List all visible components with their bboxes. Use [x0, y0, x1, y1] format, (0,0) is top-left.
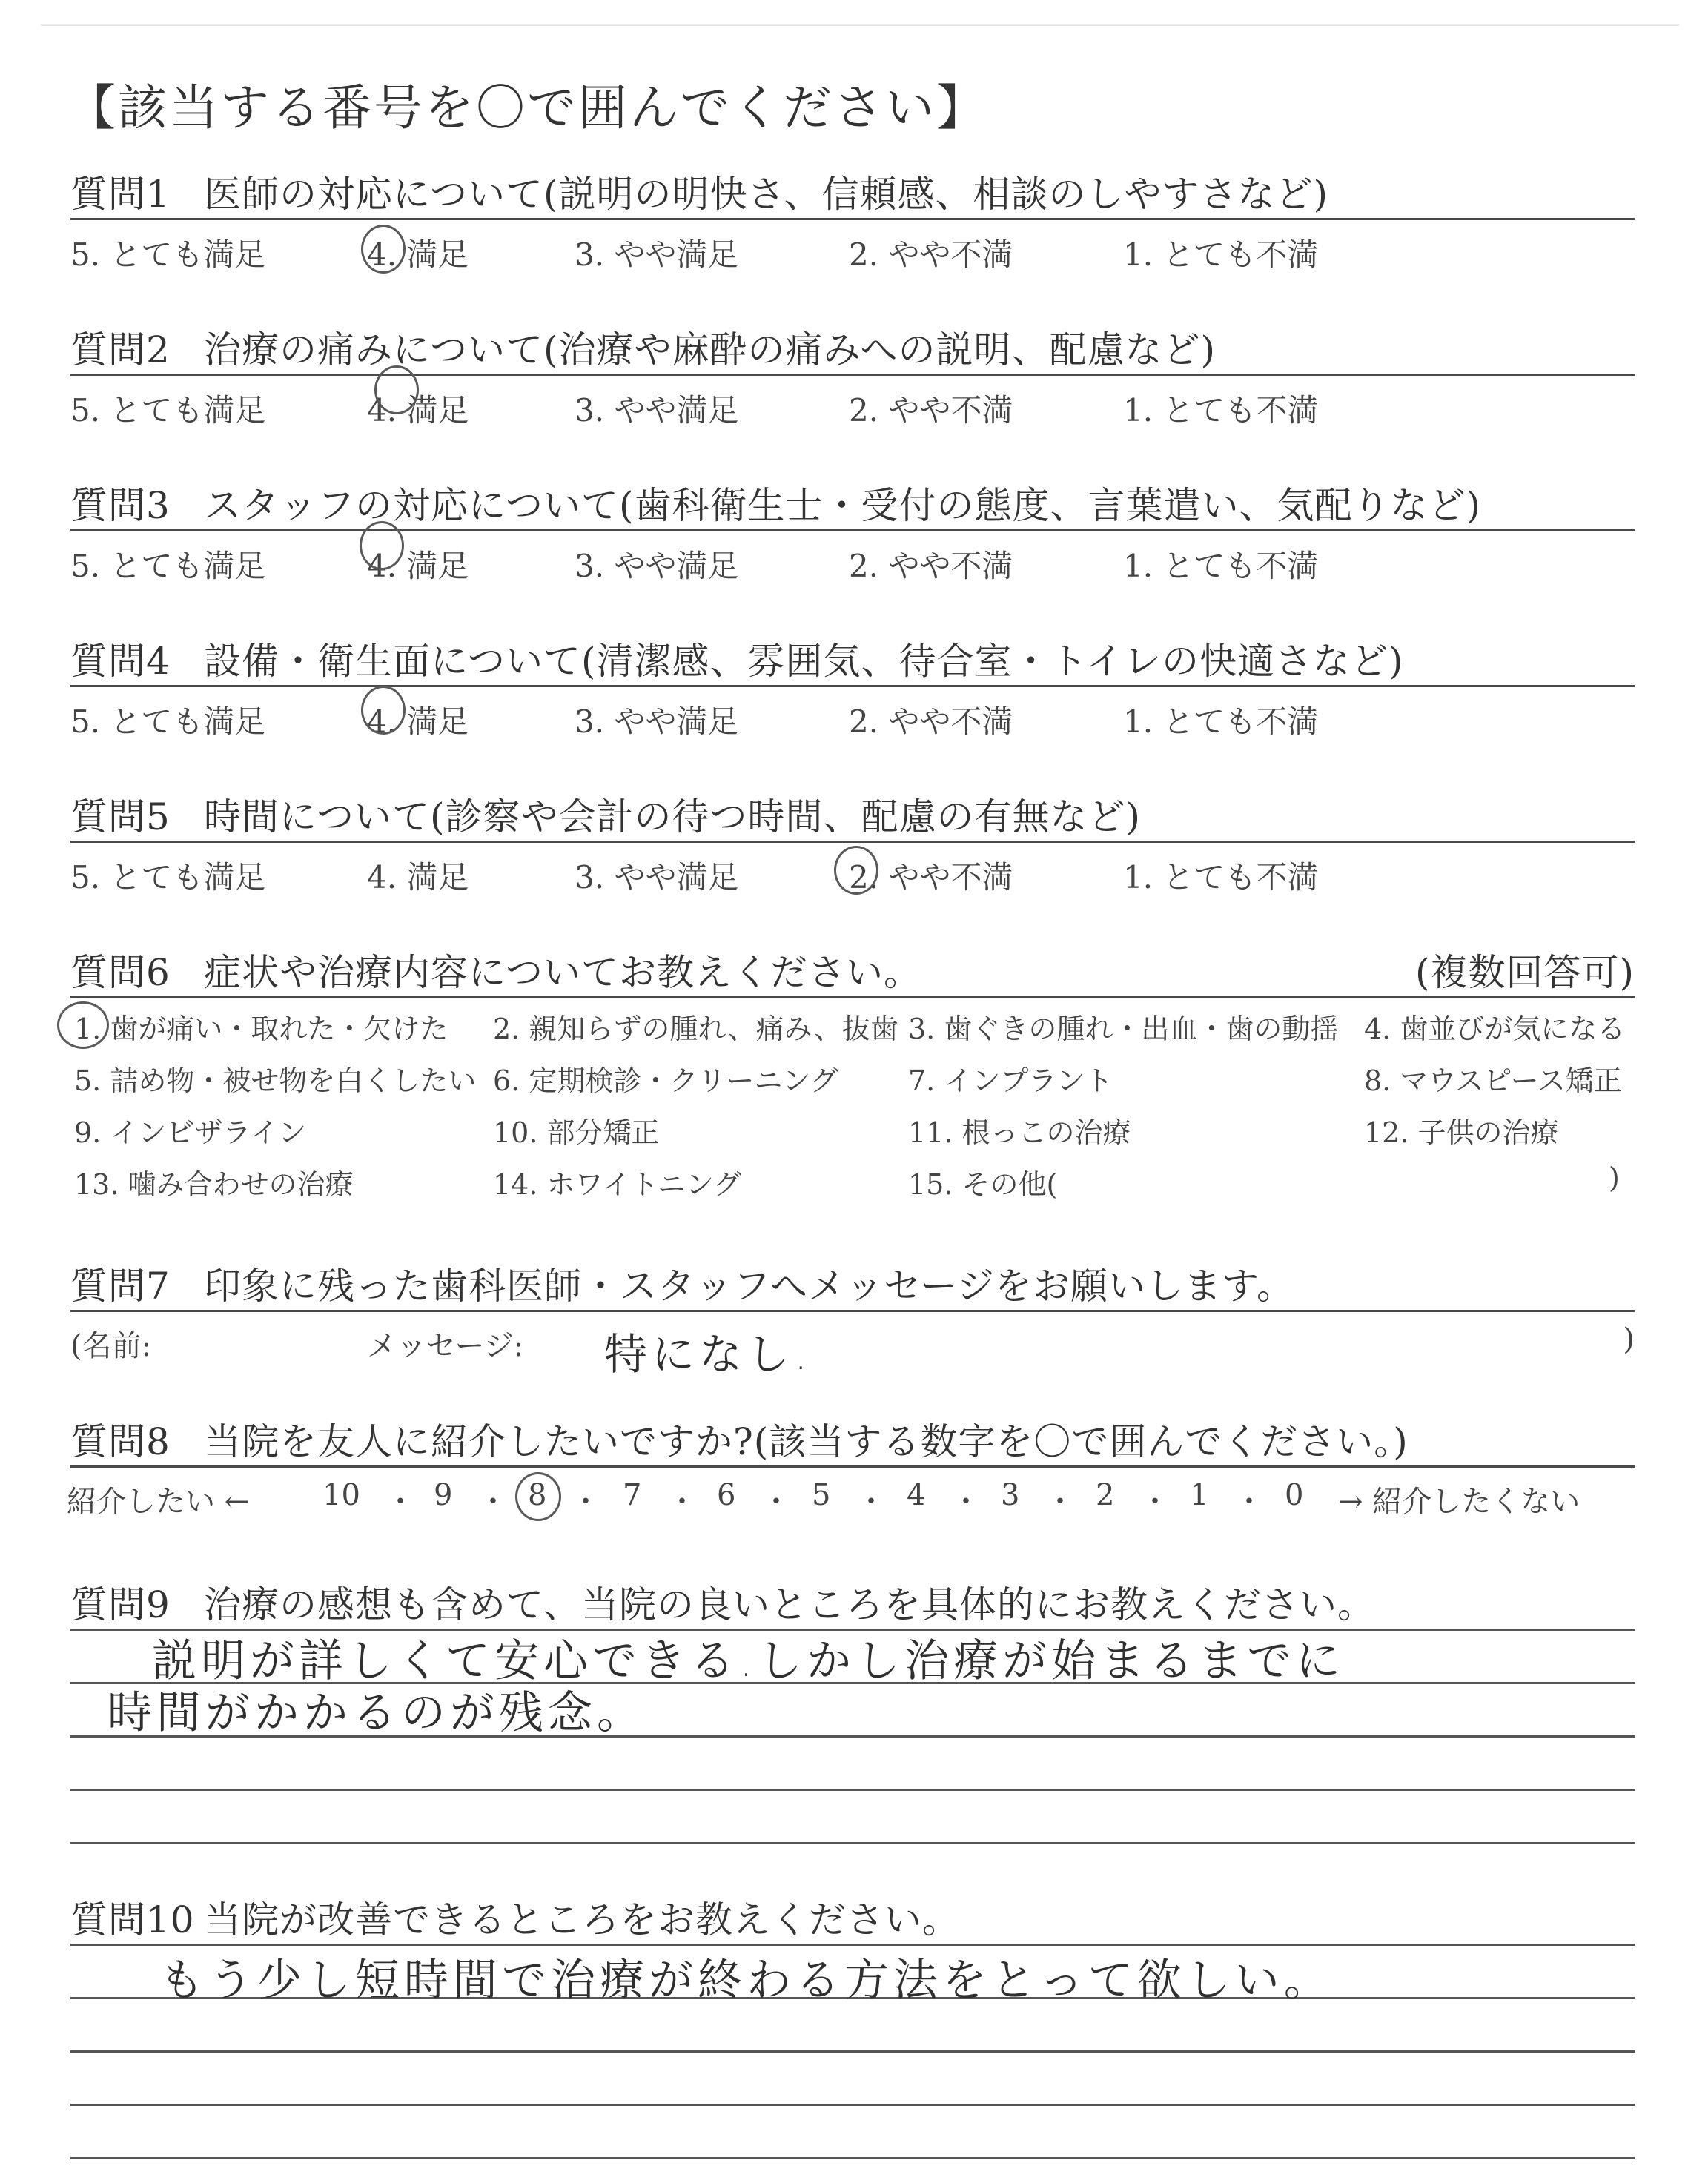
question-10-header [70, 1890, 1635, 1944]
question-5 [70, 787, 1635, 905]
scale-value[interactable]: 0 [1285, 1478, 1304, 1512]
treatment-option[interactable]: 9. インビザライン [74, 1116, 307, 1149]
option-3[interactable]: 3. やや満足 [575, 703, 739, 740]
treatment-option[interactable]: 11. 根っこの治療 [908, 1116, 1131, 1149]
option-5[interactable]: 5. とても満足 [70, 392, 266, 428]
question-5-header [70, 787, 1635, 841]
question-text: 時間について(診察や会計の待つ時間、配慮の有無など) [204, 795, 1142, 838]
message-row [70, 1322, 1635, 1380]
question-4 [70, 632, 1635, 749]
scale-value[interactable]: 5 [812, 1478, 831, 1512]
treatment-option[interactable]: 5. 詰め物・被せ物を白くしたい [74, 1064, 477, 1097]
scale-dot: ・ [667, 1485, 697, 1519]
treatment-option[interactable]: 3. 歯ぐきの腫れ・出血・歯の動揺 [908, 1013, 1339, 1045]
option-3[interactable]: 3. やや満足 [575, 392, 739, 428]
option-4[interactable]: 4. 満足 [367, 703, 469, 740]
header-rule [70, 841, 1635, 843]
scale-dot: ・ [478, 1485, 508, 1519]
referral-scale [67, 1478, 1635, 1523]
scale-value[interactable]: 1 [1190, 1478, 1209, 1512]
question-6 [70, 943, 1635, 1213]
selected-circle-mark [360, 521, 404, 570]
scale-value[interactable]: 7 [623, 1478, 642, 1512]
answer-options [70, 386, 1635, 438]
question-text: 当院を友人に紹介したいですか?(該当する数字を〇で囲んでください。) [204, 1420, 1409, 1463]
header-rule [70, 1465, 1635, 1468]
scale-dot: ・ [571, 1485, 600, 1519]
option-3[interactable]: 3. やや満足 [575, 548, 739, 584]
question-4-header [70, 632, 1635, 685]
question-2-header [70, 320, 1635, 374]
option-5[interactable]: 5. とても満足 [70, 236, 266, 273]
question-number: 質問7 [70, 1265, 171, 1308]
scale-value[interactable]: 10 [322, 1478, 360, 1512]
question-number: 質問9 [70, 1583, 171, 1626]
answer-lines [70, 1629, 1635, 1910]
option-4[interactable]: 4. 満足 [367, 548, 469, 584]
name-label: (名前: [70, 1329, 152, 1363]
option-2[interactable]: 2. やや不満 [849, 859, 1013, 895]
scale-value[interactable]: 2 [1096, 1478, 1115, 1512]
scale-dot: ・ [856, 1485, 886, 1519]
option-5[interactable]: 5. とても満足 [70, 703, 266, 740]
handwritten-answer-line[interactable]: もう少し短時間で治療が終わる方法をとって欲しい。 [159, 1955, 1333, 2007]
option-1[interactable]: 1. とても不満 [1123, 703, 1319, 740]
question-number: 質問4 [70, 640, 171, 683]
treatment-option[interactable]: 7. インプラント [908, 1064, 1113, 1097]
question-9 [70, 1575, 1635, 1910]
treatment-option[interactable]: 2. 親知らずの腫れ、痛み、抜歯 [493, 1013, 898, 1045]
option-4[interactable]: 4. 満足 [367, 392, 469, 428]
question-8 [67, 1412, 1635, 1523]
selected-circle-mark [361, 225, 406, 274]
treatment-option[interactable]: 15. その他( [908, 1168, 1058, 1201]
option-5[interactable]: 5. とても満足 [70, 548, 266, 584]
selected-circle-mark [374, 365, 419, 414]
handwritten-answer-line[interactable]: 説明が詳しくて安心できる.しかし治療が始まるまでに [152, 1635, 1345, 1687]
option-5[interactable]: 5. とても満足 [70, 859, 266, 895]
scale-value[interactable]: 8 [528, 1478, 547, 1512]
selected-circle-mark [361, 686, 406, 735]
header-rule [70, 996, 1635, 998]
option-2[interactable]: 2. やや不満 [849, 392, 1013, 428]
scale-dot: ・ [761, 1485, 791, 1519]
option-3[interactable]: 3. やや満足 [575, 236, 739, 273]
message-close-paren: ) [1623, 1322, 1635, 1357]
scale-dot: ・ [1140, 1485, 1170, 1519]
answer-lines [70, 1944, 1635, 2166]
top-border-line [41, 24, 1679, 26]
treatment-option[interactable]: 6. 定期検診・クリーニング [493, 1064, 838, 1097]
header-rule [70, 529, 1635, 531]
header-rule [70, 1310, 1635, 1312]
question-number: 質問5 [70, 795, 171, 838]
form-title: 【該当する番号を〇で囲んでください】 [67, 79, 987, 136]
scale-value[interactable]: 6 [717, 1478, 736, 1512]
answer-line [70, 1842, 1635, 1844]
selected-circle-mark [57, 1001, 109, 1049]
question-text: 治療の痛みについて(治療や麻酔の痛みへの説明、配慮など) [204, 328, 1217, 371]
question-6-header [70, 943, 1635, 996]
scale-left-label: 紹介したい ← [67, 1485, 250, 1519]
option-2[interactable]: 2. やや不満 [849, 236, 1013, 273]
treatment-option[interactable]: 10. 部分矯正 [493, 1116, 660, 1149]
header-rule [70, 374, 1635, 376]
scale-dot: ・ [1045, 1485, 1075, 1519]
question-1-header [70, 165, 1635, 218]
question-text: 治療の感想も含めて、当院の良いところを具体的にお教えください。 [204, 1583, 1375, 1626]
question-3 [70, 476, 1635, 594]
question-8-header [70, 1412, 1635, 1465]
selected-circle-mark [834, 846, 878, 895]
question-text: 症状や治療内容についてお教えください。 [204, 951, 921, 994]
question-number: 質問6 [70, 951, 171, 994]
scale-value[interactable]: 4 [907, 1478, 926, 1512]
answer-options [70, 853, 1635, 905]
question-number: 質問10 [70, 1898, 195, 1941]
scale-right-label: → 紹介したくない [1338, 1485, 1580, 1519]
message-answer[interactable]: 特になし. [604, 1329, 812, 1380]
treatment-option[interactable]: 14. ホワイトニング [493, 1168, 742, 1201]
treatment-option[interactable]: 4. 歯並びが気になる [1364, 1013, 1626, 1045]
question-number: 質問1 [70, 173, 171, 216]
option-3[interactable]: 3. やや満足 [575, 859, 739, 895]
question-1 [70, 165, 1635, 282]
answer-line [70, 1789, 1635, 1791]
question-number: 質問3 [70, 484, 171, 527]
scale-value[interactable]: 9 [434, 1478, 453, 1512]
option-2[interactable]: 2. やや不満 [849, 548, 1013, 584]
selected-circle-mark [515, 1472, 561, 1521]
question-text: 設備・衛生面について(清潔感、雰囲気、待合室・トイレの快適さなど) [204, 640, 1404, 683]
option-1[interactable]: 1. とても不満 [1123, 859, 1319, 895]
option-2[interactable]: 2. やや不満 [849, 703, 1013, 740]
scale-dot: ・ [951, 1485, 981, 1519]
question-3-header [70, 476, 1635, 529]
treatment-option[interactable]: 13. 噛み合わせの治療 [74, 1168, 354, 1201]
question-number: 質問8 [70, 1420, 171, 1463]
option-1[interactable]: 1. とても不満 [1123, 236, 1319, 273]
other-close-paren: ) [1609, 1162, 1620, 1194]
treatment-option[interactable]: 12. 子供の治療 [1364, 1116, 1559, 1149]
treatment-options [70, 1006, 1635, 1213]
question-7 [70, 1256, 1635, 1380]
option-4[interactable]: 4. 満足 [367, 859, 469, 895]
answer-line [70, 2104, 1635, 2106]
question-text: スタッフの対応について(歯科衛生士・受付の態度、言葉遣い、気配りなど) [204, 484, 1482, 527]
scale-dot: ・ [385, 1485, 415, 1519]
handwritten-answer-line[interactable]: 時間がかかるのが残念。 [107, 1687, 646, 1739]
question-9-header [70, 1575, 1635, 1629]
treatment-option[interactable]: 1. 歯が痛い・取れた・欠けた [74, 1013, 448, 1045]
multiple-answer-note: (複数回答可) [1414, 951, 1635, 994]
question-text: 印象に残った歯科医師・スタッフへメッセージをお願いします。 [204, 1265, 1294, 1308]
option-1[interactable]: 1. とても不満 [1123, 392, 1319, 428]
answer-options [70, 231, 1635, 282]
option-4[interactable]: 4. 満足 [367, 236, 469, 273]
question-text: 医師の対応について(説明の明快さ、信頼感、相談のしやすさなど) [204, 173, 1329, 216]
question-text: 当院が改善できるところをお教えください。 [204, 1898, 960, 1941]
scale-value[interactable]: 3 [1001, 1478, 1020, 1512]
question-2 [70, 320, 1635, 438]
answer-line [70, 2050, 1635, 2053]
question-10 [70, 1890, 1635, 2166]
option-1[interactable]: 1. とても不満 [1123, 548, 1319, 584]
treatment-option[interactable]: 8. マウスピース矯正 [1364, 1064, 1622, 1097]
scale-dot: ・ [1234, 1485, 1264, 1519]
header-rule [70, 685, 1635, 687]
answer-options [70, 698, 1635, 749]
question-number: 質問2 [70, 328, 171, 371]
message-label: メッセージ: [367, 1329, 524, 1363]
header-rule [70, 218, 1635, 220]
question-7-header [70, 1256, 1635, 1310]
answer-options [70, 542, 1635, 594]
